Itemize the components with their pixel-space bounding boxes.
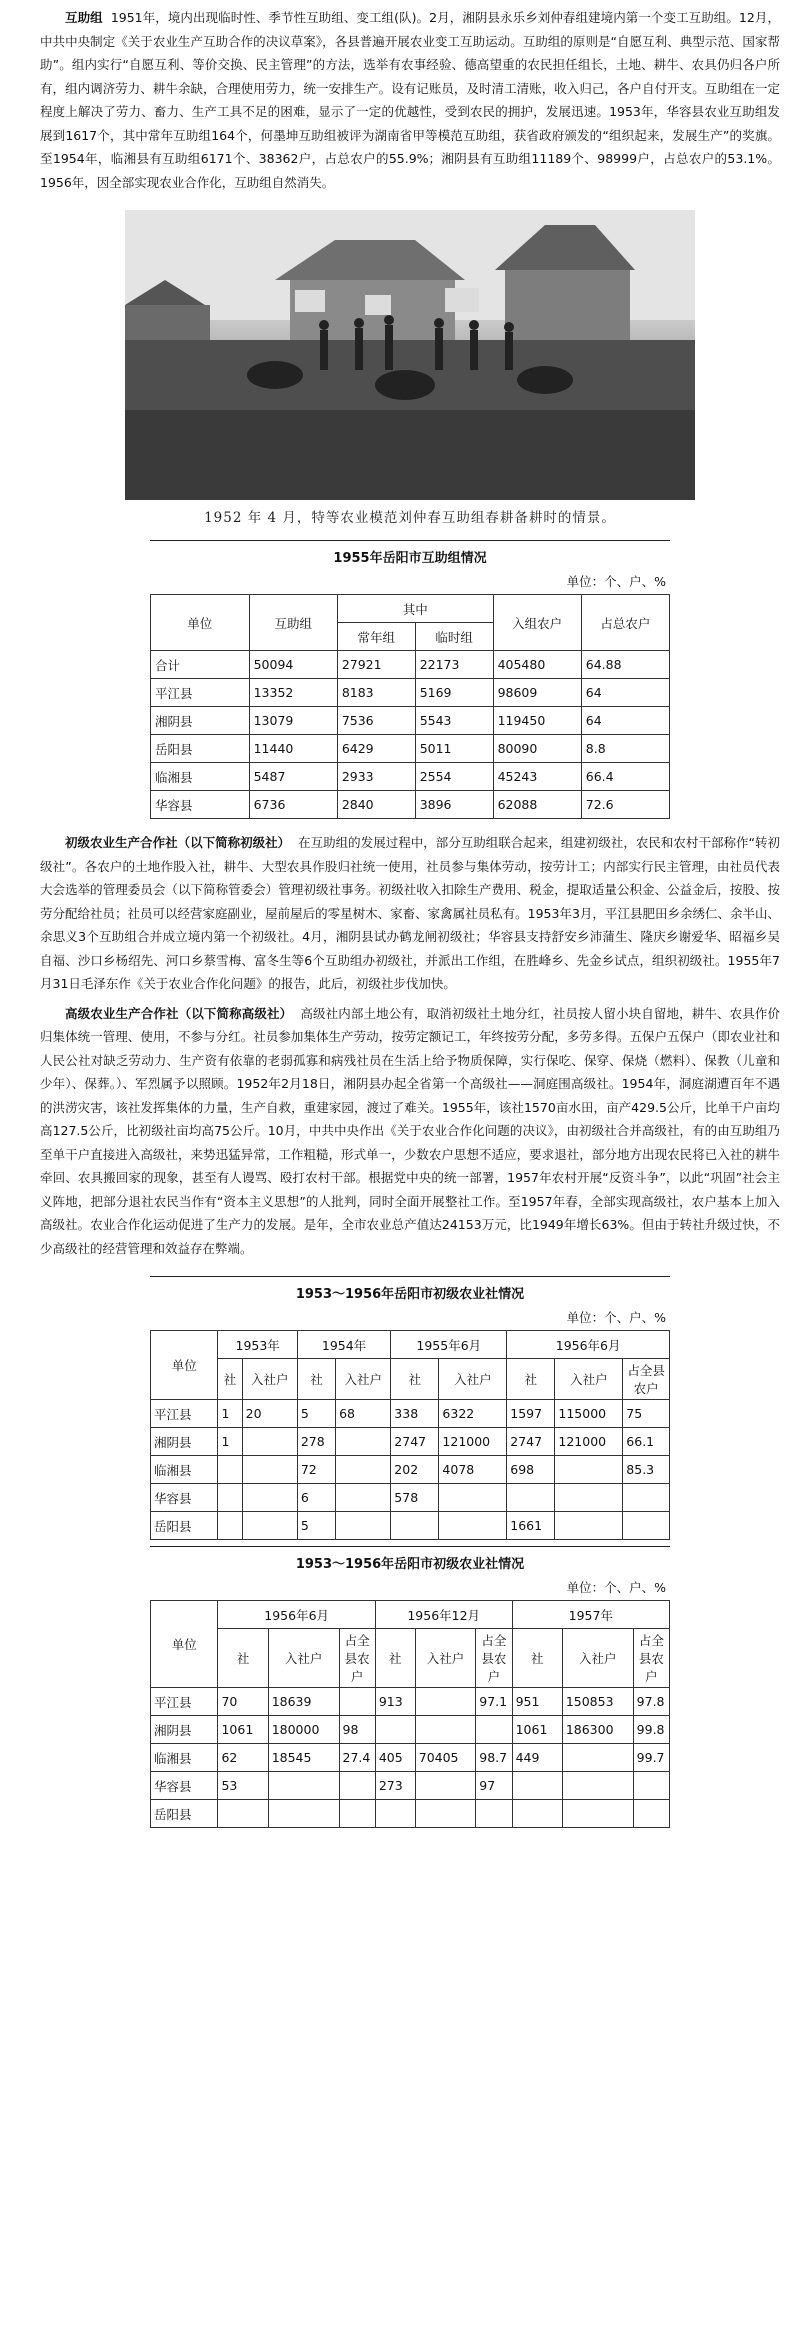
historical-photo — [125, 210, 695, 500]
table1-cell-yearly: 7536 — [337, 707, 415, 735]
mutual-aid-table — [150, 540, 670, 819]
table1-cell-name: 临湘县 — [151, 763, 250, 791]
table1-cell-name: 合计 — [151, 651, 250, 679]
table2-cell — [242, 1428, 297, 1456]
table-row — [151, 1456, 670, 1484]
table3-header-p1: 1956年6月 — [218, 1601, 375, 1629]
advanced-coop-paragraph — [40, 1002, 780, 1261]
table2-cell — [439, 1512, 507, 1540]
table3-cell-name: 岳阳县 — [151, 1800, 218, 1828]
table2-header-ru: 入社户 — [555, 1359, 623, 1400]
table3-header-share: 占全县农户 — [633, 1629, 669, 1688]
table2-cell — [242, 1484, 297, 1512]
table-row — [151, 1428, 670, 1456]
table2-cell: 5 — [297, 1400, 335, 1428]
table-row — [151, 763, 670, 791]
table2-cell — [242, 1512, 297, 1540]
table1-header-of-which: 其中 — [337, 595, 493, 623]
table3-cell-name: 华容县 — [151, 1772, 218, 1800]
table3-cell-name: 湘阴县 — [151, 1716, 218, 1744]
table1-cell-groups: 5487 — [249, 763, 337, 791]
table1-cell-yearly: 2933 — [337, 763, 415, 791]
table2-header-ru: 入社户 — [336, 1359, 391, 1400]
table1-cell-share: 8.8 — [581, 735, 669, 763]
table1-cell-groups: 13079 — [249, 707, 337, 735]
table2-cell — [336, 1484, 391, 1512]
table-row — [151, 1716, 670, 1744]
table3-cell — [415, 1716, 476, 1744]
table2-cell — [218, 1456, 242, 1484]
table2-header-1953: 1953年 — [218, 1331, 297, 1359]
table1-cell-share: 64 — [581, 679, 669, 707]
table2-cell — [391, 1512, 439, 1540]
table3-cell — [415, 1800, 476, 1828]
table3-cell: 70 — [218, 1688, 268, 1716]
table3-cell: 1061 — [512, 1716, 562, 1744]
table2-cell: 85.3 — [623, 1456, 670, 1484]
table3-grid — [150, 1600, 670, 1828]
table3-cell — [415, 1772, 476, 1800]
table1-cell-hh: 405480 — [493, 651, 581, 679]
table3-cell: 53 — [218, 1772, 268, 1800]
table2-header-she: 社 — [507, 1359, 555, 1400]
table3-cell — [476, 1800, 512, 1828]
table1-cell-yearly: 2840 — [337, 791, 415, 819]
table3-cell — [562, 1772, 633, 1800]
table1-cell-hh: 45243 — [493, 763, 581, 791]
table3-title: 1953～1956年岳阳市初级农业社情况 — [150, 1546, 670, 1576]
table2-grid — [150, 1330, 670, 1540]
table2-cell: 5 — [297, 1512, 335, 1540]
table3-header-she: 社 — [512, 1629, 562, 1688]
table1-header-households: 入组农户 — [493, 595, 581, 651]
table1-header-share: 占总农户 — [581, 595, 669, 651]
table3-cell: 180000 — [268, 1716, 339, 1744]
table3-cell: 18545 — [268, 1744, 339, 1772]
table2-body — [151, 1400, 670, 1540]
table-row — [151, 1800, 670, 1828]
table1-cell-name: 华容县 — [151, 791, 250, 819]
table-row — [151, 707, 670, 735]
table1-cell-name: 湘阴县 — [151, 707, 250, 735]
table2-header-she: 社 — [297, 1359, 335, 1400]
table2-cell — [555, 1512, 623, 1540]
mutual-aid-heading: 互助组 — [65, 10, 103, 25]
table3-cell: 97 — [476, 1772, 512, 1800]
table-row — [151, 651, 670, 679]
table3-cell: 405 — [375, 1744, 415, 1772]
table-row — [151, 735, 670, 763]
table2-cell — [555, 1484, 623, 1512]
table1-cell-groups: 11440 — [249, 735, 337, 763]
table1-cell-yearly: 8183 — [337, 679, 415, 707]
table3-header-unit: 单位 — [151, 1601, 218, 1688]
table1-header-groups: 互助组 — [249, 595, 337, 651]
table2-cell: 6322 — [439, 1400, 507, 1428]
table3-header-she: 社 — [218, 1629, 268, 1688]
table1-cell-temp: 22173 — [415, 651, 493, 679]
table3-cell — [268, 1772, 339, 1800]
table2-cell: 68 — [336, 1400, 391, 1428]
table3-cell: 1061 — [218, 1716, 268, 1744]
table2-cell: 2747 — [507, 1428, 555, 1456]
table3-cell: 99.7 — [633, 1744, 669, 1772]
table2-cell: 115000 — [555, 1400, 623, 1428]
table2-title: 1953～1956年岳阳市初级农业社情况 — [150, 1276, 670, 1306]
advanced-coop-text: 高级社内部土地公有，取消初级社土地分红，社员按人留小块自留地，耕牛、农具作价归集体统一管理、使用，不参与分红。社员参加集体生产劳动，按劳定额记工，年终按劳分配，多劳多得。五保户五保户（即农业社和人民公社对缺乏劳动力、生产资有依靠的老弱孤寡和病残社员在生活上给予物质保障，实行保吃、保穿、保烧（燃料）、保教（儿童和少年）、保葬。）、军烈属予以照顾。1952年2月18日，湘阴县办起全省第一个高级社——洞庭围高级社。1954年，洞庭湖遭百年不遇的洪涝灾害，该社发挥集体的力量，生产自救，重建家园，渡过了难关。1955年，该社1570亩水田，亩产429.5公斤，比单干户亩均高127.5公斤，比初级社亩均高75公斤。10月，中共中央作出《关于农业合作化问题的决议》，由初级社合并高级社，有的由互助组乃至单干户直接进入高级社，来势迅猛异常，工作粗糙，形式单一，少数农户思想不适应，要求退社，部分地方出现农民将已入社的耕牛牵回、农具搬回家的现象，甚至有人谩骂、殴打农村干部。根据党中央的统一部署，1957年农村开展“反资斗争”，以此“巩固”社会主义阵地，把部分退社农民当作有“资本主义思想”的人批判，同时全面开展整社工作。至1957年春，全部实现高级社，农户基本上加入高级社。农业合作化运动促进了生产力的发展。是年，全市农业总产值达24153万元，比1949年增长63%。但由于转社升级过快，不少高级社的经营管理和效益存在弊端。 — [40, 1005, 780, 1256]
table2-cell-name: 平江县 — [151, 1400, 218, 1428]
photo-caption: 1952 年 4 月，特等农业模范刘仲春互助组春耕备耕时的情景。 — [204, 510, 616, 526]
table-row — [151, 1484, 670, 1512]
table2-cell: 66.1 — [623, 1428, 670, 1456]
table2-cell — [623, 1512, 670, 1540]
table1-cell-temp: 5543 — [415, 707, 493, 735]
advanced-coop-heading: 高级农业生产合作社（以下简称高级社） — [65, 1005, 293, 1021]
table1-cell-share: 66.4 — [581, 763, 669, 791]
table1-cell-share: 64.88 — [581, 651, 669, 679]
table1-cell-name: 平江县 — [151, 679, 250, 707]
table2-cell: 6 — [297, 1484, 335, 1512]
table2-cell: 1661 — [507, 1512, 555, 1540]
table-row — [151, 791, 670, 819]
table3-cell: 99.8 — [633, 1716, 669, 1744]
table3-cell: 186300 — [562, 1716, 633, 1744]
table3-cell: 97.1 — [476, 1688, 512, 1716]
table1-unit: 单位：个、户、% — [566, 574, 666, 589]
table3-cell — [339, 1688, 375, 1716]
table2-cell-name: 华容县 — [151, 1484, 218, 1512]
table1-grid — [150, 594, 670, 819]
table2-cell — [218, 1484, 242, 1512]
table2-cell: 2747 — [391, 1428, 439, 1456]
table1-cell-hh: 119450 — [493, 707, 581, 735]
table1-cell-name: 岳阳县 — [151, 735, 250, 763]
table1-cell-temp: 5169 — [415, 679, 493, 707]
primary-coop-table-1 — [150, 1276, 670, 1540]
table1-cell-hh: 62088 — [493, 791, 581, 819]
table3-cell: 62 — [218, 1744, 268, 1772]
table3-cell: 27.4 — [339, 1744, 375, 1772]
table3-header-p2: 1956年12月 — [375, 1601, 512, 1629]
table2-cell — [336, 1512, 391, 1540]
table3-cell — [375, 1716, 415, 1744]
table2-cell — [507, 1484, 555, 1512]
table3-cell-name: 临湘县 — [151, 1744, 218, 1772]
table3-cell: 70405 — [415, 1744, 476, 1772]
table2-cell — [555, 1456, 623, 1484]
table3-cell — [375, 1800, 415, 1828]
table2-cell: 75 — [623, 1400, 670, 1428]
table2-header-1954: 1954年 — [297, 1331, 390, 1359]
table1-cell-yearly: 27921 — [337, 651, 415, 679]
table2-cell: 338 — [391, 1400, 439, 1428]
table2-cell — [336, 1428, 391, 1456]
table3-header-p3: 1957年 — [512, 1601, 669, 1629]
table-row — [151, 679, 670, 707]
primary-coop-text: 在互助组的发展过程中，部分互助组联合起来，组建初级社，农民和农村干部称作“转初级社”。各农户的土地作股入社，耕牛、大型农具作股归社统一使用，社员参与集体劳动，按劳计工；内部实行民主管理，由社员代表大会选举的管理委员会（以下简称管委会）管理初级社事务。初级社收入扣除生产费用、税金，提取适量公积金、公益金后，按股、按劳分配给社员；社员可以经营家庭副业，屋前屋后的零星树木、家畜、家禽属社员私有。1953年3月，平江县肥田乡余绣仁、余半山、余思义3个互助组合并成立境内第一个初级社。4月，湘阴县试办鹤龙闸初级社；华容县支持舒安乡沛蒲生、隆庆乡谢爱华、昭福乡吴自福、沙口乡杨绍先、河口乡蔡雪梅、富冬生等6个互助组办初级社，并派出工作组，在胜峰乡、先金乡试点，组织初级社。1955年7月31日毛泽东作《关于农业合作化问题》的报告，此后，初级社步伐加快。 — [40, 835, 780, 991]
table1-cell-share: 64 — [581, 707, 669, 735]
table2-cell: 1597 — [507, 1400, 555, 1428]
table2-header-ru: 入社户 — [439, 1359, 507, 1400]
table2-cell — [336, 1456, 391, 1484]
table1-header-yearly: 常年组 — [337, 623, 415, 651]
table3-cell — [476, 1716, 512, 1744]
table2-cell-name: 临湘县 — [151, 1456, 218, 1484]
table1-cell-temp: 2554 — [415, 763, 493, 791]
table1-body — [151, 651, 670, 819]
table2-header-1955: 1955年6月 — [391, 1331, 507, 1359]
table1-cell-share: 72.6 — [581, 791, 669, 819]
table-row — [151, 1512, 670, 1540]
table3-header-share: 占全县农户 — [476, 1629, 512, 1688]
table1-cell-temp: 3896 — [415, 791, 493, 819]
mutual-aid-paragraph — [40, 6, 780, 194]
table3-cell — [415, 1688, 476, 1716]
table3-body — [151, 1688, 670, 1828]
table2-cell: 698 — [507, 1456, 555, 1484]
table2-header-share: 占全县农户 — [623, 1359, 670, 1400]
table2-cell: 121000 — [555, 1428, 623, 1456]
table3-cell: 449 — [512, 1744, 562, 1772]
table3-cell — [339, 1800, 375, 1828]
table3-header-she: 社 — [375, 1629, 415, 1688]
table2-header-she: 社 — [391, 1359, 439, 1400]
table3-unit: 单位：个、户、% — [566, 1580, 666, 1595]
table1-cell-groups: 6736 — [249, 791, 337, 819]
table1-cell-hh: 80090 — [493, 735, 581, 763]
document-page — [40, 6, 780, 1828]
table2-cell — [439, 1484, 507, 1512]
table1-cell-groups: 50094 — [249, 651, 337, 679]
table3-header-ru: 入社户 — [268, 1629, 339, 1688]
table3-cell — [633, 1772, 669, 1800]
table3-cell: 18639 — [268, 1688, 339, 1716]
table1-cell-groups: 13352 — [249, 679, 337, 707]
photo-illustration — [125, 210, 695, 500]
mutual-aid-text: 1951年，境内出现临时性、季节性互助组、变工组(队)。2月，湘阴县永乐乡刘仲春组建境内第一个变工互助组。12月，中共中央制定《关于农业生产互助合作的决议草案》，各县普遍开展农业变工互助运动。互助组的原则是“自愿互利、典型示范、国家帮助”。组内实行“自愿互利、等价交换、民主管理”的方法，选举有农事经验、德高望重的农民担任组长，土地、耕牛、农具仍归各户所有，组内调济劳力、耕牛余缺，合理使用劳力，统一安排生产。设有记账员，及时清工清账，收入归己，各户自付开支。互助组在一定程度上解决了劳力、畜力、生产工具不足的困难，显示了一定的优越性，受到农民的拥护，发展迅速。1953年，华容县农业互助组发展到1617个，其中常年互助组164个，何墨坤互助组被评为湖南省甲等模范互助组，获省政府颁发的“组织起来，发展生产”的奖旗。至1954年，临湘县有互助组6171个、38362户，占总农户的55.9%；湘阴县有互助组11189个、98999户，占总农户的53.1%。1956年，因全部实现农业合作化，互助组自然消失。 — [40, 10, 780, 190]
table2-cell — [218, 1512, 242, 1540]
primary-coop-table-2 — [150, 1546, 670, 1828]
table3-cell: 98.7 — [476, 1744, 512, 1772]
table1-title: 1955年岳阳市互助组情况 — [150, 540, 670, 570]
table3-cell: 951 — [512, 1688, 562, 1716]
table2-header-1956: 1956年6月 — [507, 1331, 670, 1359]
table3-cell — [268, 1800, 339, 1828]
table-row — [151, 1688, 670, 1716]
table1-cell-yearly: 6429 — [337, 735, 415, 763]
table3-cell — [218, 1800, 268, 1828]
table2-cell-name: 湘阴县 — [151, 1428, 218, 1456]
table2-header-unit: 单位 — [151, 1331, 218, 1400]
table-row — [151, 1772, 670, 1800]
table3-header-ru: 入社户 — [562, 1629, 633, 1688]
table2-cell-name: 岳阳县 — [151, 1512, 218, 1540]
table3-cell — [339, 1772, 375, 1800]
table2-unit: 单位：个、户、% — [566, 1310, 666, 1325]
table3-cell: 97.8 — [633, 1688, 669, 1716]
table3-cell: 273 — [375, 1772, 415, 1800]
table2-header-ru: 入社户 — [242, 1359, 297, 1400]
primary-coop-paragraph — [40, 831, 780, 996]
table3-cell — [512, 1772, 562, 1800]
table2-cell: 72 — [297, 1456, 335, 1484]
table-row — [151, 1400, 670, 1428]
table3-cell: 98 — [339, 1716, 375, 1744]
table2-cell: 1 — [218, 1428, 242, 1456]
table3-header-ru: 入社户 — [415, 1629, 476, 1688]
table3-cell — [562, 1800, 633, 1828]
table2-cell: 4078 — [439, 1456, 507, 1484]
table2-cell — [623, 1484, 670, 1512]
table2-header-she: 社 — [218, 1359, 242, 1400]
table1-cell-hh: 98609 — [493, 679, 581, 707]
table2-cell: 202 — [391, 1456, 439, 1484]
table3-header-share: 占全县农户 — [339, 1629, 375, 1688]
table3-cell: 913 — [375, 1688, 415, 1716]
table1-header-unit: 单位 — [151, 595, 250, 651]
table2-cell — [242, 1456, 297, 1484]
table1-header-temporary: 临时组 — [415, 623, 493, 651]
table1-cell-temp: 5011 — [415, 735, 493, 763]
table3-cell — [512, 1800, 562, 1828]
table3-cell: 150853 — [562, 1688, 633, 1716]
table3-cell-name: 平江县 — [151, 1688, 218, 1716]
table2-cell: 1 — [218, 1400, 242, 1428]
table3-cell — [633, 1800, 669, 1828]
table2-cell: 20 — [242, 1400, 297, 1428]
primary-coop-heading: 初级农业生产合作社（以下简称初级社） — [65, 835, 291, 850]
table2-cell: 121000 — [439, 1428, 507, 1456]
table2-cell: 278 — [297, 1428, 335, 1456]
table3-cell — [562, 1744, 633, 1772]
table2-cell: 578 — [391, 1484, 439, 1512]
table-row — [151, 1744, 670, 1772]
